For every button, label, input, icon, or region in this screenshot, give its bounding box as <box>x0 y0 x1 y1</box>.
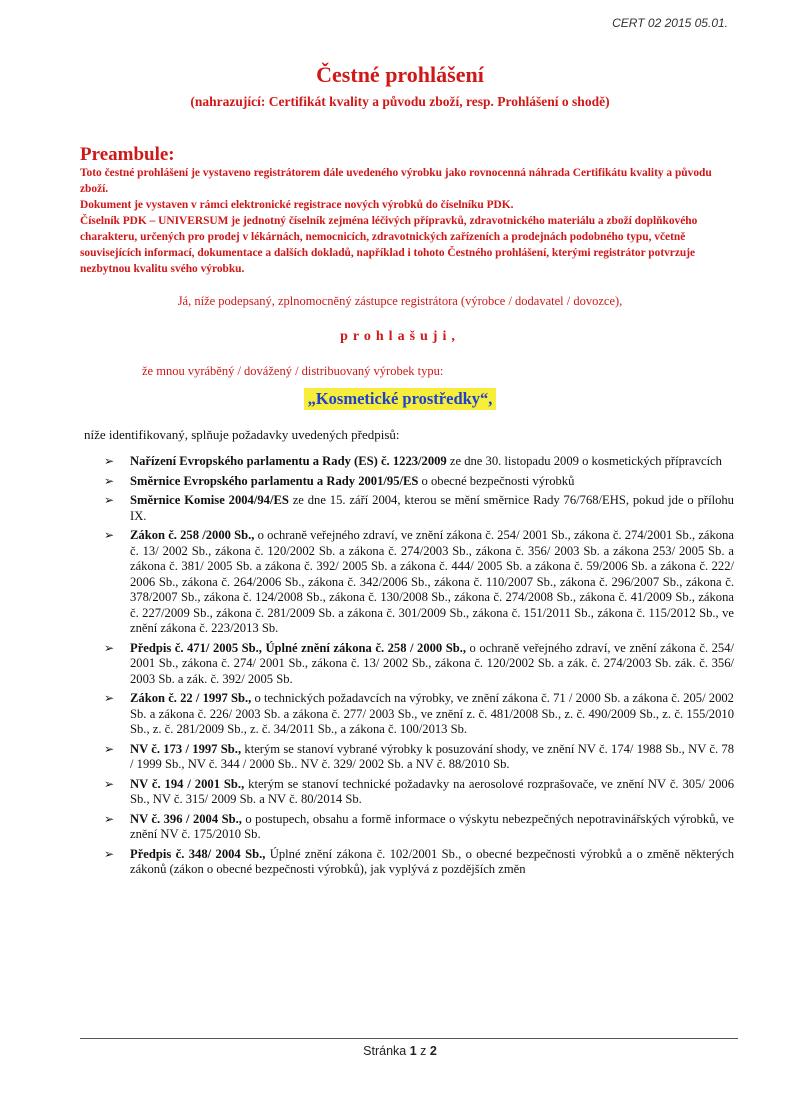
page-subtitle: (nahrazující: Certifikát kvality a původu zboží, resp. Prohlášení o shodě) <box>190 94 610 109</box>
arrow-bullet-icon: ➢ <box>104 473 115 488</box>
regulation-title: Předpis č. 471/ 2005 Sb., Úplné znění zákona č. 258 / 2000 Sb., <box>130 640 467 655</box>
regulation-detail: Úplné znění zákona č. 102/2001 Sb., o obecné bezpečnosti výrobků a o změně některých zákonů (zákon o obecné bezpečnosti výrobků), jak vyplývá z pozdějších změn <box>130 846 734 876</box>
page-current: 1 <box>409 1044 417 1058</box>
page-label: Stránka <box>363 1044 407 1058</box>
preamble-paragraph: Toto čestné prohlášení je vystaveno registrátorem dále uvedeného výrobku jako rovnocenná náhrada Certifikátu kvality a původu zboží. <box>80 167 712 195</box>
preamble-heading: Preambule: <box>80 144 175 165</box>
regulation-item <box>104 777 734 808</box>
page-title: Čestné prohlášení <box>316 62 484 87</box>
regulation-item <box>104 454 734 470</box>
arrow-bullet-icon: ➢ <box>104 846 115 861</box>
arrow-bullet-icon: ➢ <box>104 811 115 826</box>
regulation-title: NV č. 396 / 2004 Sb., <box>130 811 242 826</box>
regulation-title: NV č. 194 / 2001 Sb., <box>130 776 245 791</box>
regulation-detail: o ochraně veřejného zdraví, ve znění zákona č. 254/ 2001 Sb., zákona č. 274/ 2001 Sb., zákona č. 13/ 2002 Sb., zákona č. 120/2002 Sb. a zák. č. 274/2003 Sb. zák. č. 356/ 2003 Sb. a zák. č. 392/ 2005 Sb. <box>130 640 734 686</box>
arrow-bullet-icon: ➢ <box>104 691 115 705</box>
regulation-item <box>104 493 734 524</box>
preamble-body <box>80 165 730 277</box>
arrow-bullet-icon: ➢ <box>104 776 115 791</box>
arrow-bullet-icon: ➢ <box>104 493 115 507</box>
regulation-title: Předpis č. 348/ 2004 Sb., <box>130 846 266 861</box>
footer-divider <box>80 1038 738 1039</box>
certificate-code: CERT 02 2015 05.01. <box>612 16 728 30</box>
regulation-item <box>104 528 734 637</box>
arrow-bullet-icon: ➢ <box>104 741 115 756</box>
regulation-detail: kterým se stanoví vybrané výrobky k posuzování shody, ve znění NV č. 174/ 1988 Sb., NV č. 78 / 1999 Sb., NV č. 344 / 2000 Sb.. NV č. 329/ 2002 Sb. a NV č. 88/2010 Sb. <box>130 741 734 771</box>
declarant-statement: Já, níže podepsaný, zplnomocněný zástupce registrátora (výrobce / dodavatel / dovozce), <box>177 294 623 308</box>
regulation-title: Směrnice Evropského parlamentu a Rady 2001/95/ES <box>130 473 419 488</box>
product-category: „Kosmetické prostředky“, <box>304 388 497 410</box>
arrow-bullet-icon: ➢ <box>104 640 115 655</box>
regulation-detail: o technických požadavcích na výrobky, ve znění zákona č. 71 / 2000 Sb. a zákona č. 205/ 2002 Sb. a zákona č. 226/ 2003 Sb. a zákona č. 277/ 2003 Sb., ve znění z. č. 481/2008 Sb., z. č. 490/2009 Sb., z. č. 155/2010 Sb., z. č. 281/2009 Sb., z. č. 34/2011 Sb., a zákona č. 100/2013 Sb. <box>130 691 734 736</box>
preamble-paragraph: Dokument je vystaven v rámci elektronické registrace nových výrobků do číselníku PDK. <box>80 199 514 211</box>
declare-heading: prohlašuji, <box>340 329 460 344</box>
regulation-item <box>104 812 734 843</box>
regulation-detail: o obecné bezpečnosti výrobků <box>418 473 575 488</box>
regulation-title: Nařízení Evropského parlamentu a Rady (ES) č. 1223/2009 <box>130 454 447 468</box>
regulation-item <box>104 474 734 490</box>
regulation-detail: o postupech, obsahu a formě informace o výskytu nebezpečných nepotravinářských výrobků, ve znění NV č. 175/2010 Sb. <box>130 811 734 841</box>
category-container <box>0 388 800 410</box>
regulation-title: Zákon č. 22 / 1997 Sb., <box>130 691 252 705</box>
regulation-title: NV č. 173 / 1997 Sb., <box>130 741 242 756</box>
page-separator: z <box>420 1044 427 1058</box>
requirements-intro: níže identifikovaný, splňuje požadavky uvedených předpisů: <box>84 427 400 442</box>
regulation-item <box>104 641 734 688</box>
regulation-title: Zákon č. 258 /2000 Sb., <box>130 528 255 542</box>
regulation-title: Směrnice Komise 2004/94/ES <box>130 493 289 507</box>
regulation-item <box>104 691 734 738</box>
page-footer <box>0 1044 800 1058</box>
regulation-detail: ze dne 30. listopadu 2009 o kosmetických přípravcích <box>446 454 722 468</box>
regulations-list <box>104 454 734 882</box>
product-type-line: že mnou vyráběný / dovážený / distribuovaný výrobek typu: <box>142 364 444 378</box>
arrow-bullet-icon: ➢ <box>104 454 115 468</box>
arrow-bullet-icon: ➢ <box>104 528 115 542</box>
regulation-item <box>104 742 734 773</box>
regulation-detail: ze dne 15. září 2004, kterou se mění směrnice Rady 76/768/EHS, pokud jde o přílohu IX. <box>130 493 734 523</box>
regulation-detail: kterým se stanoví technické požadavky na aerosolové rozprašovače, ve znění NV č. 305/ 2006 Sb., NV č. 315/ 2009 Sb. a NV č. 80/2014 Sb. <box>130 776 734 806</box>
regulation-item <box>104 847 734 878</box>
preamble-paragraph: Číselník PDK – UNIVERSUM je jednotný číselník zejména léčivých přípravků, zdravotnického materiálu a zboží doplňkového charakteru, určených pro prodej v lékárnách, nemocnicích, zdravotnických zařízeních a prodejnách podobného typu, včetně souvisejících informací, dokumentace a dalších dokladů, například i tohoto Čestného prohlášení, kterými registrátor potvrzuje nezbytnou kvalitu svého výrobku. <box>80 215 698 275</box>
page-total: 2 <box>429 1044 437 1058</box>
regulation-detail: o ochraně veřejného zdraví, ve znění zákona č. 254/ 2001 Sb., zákona č. 274/2001 Sb., zákona č. 13/ 2002 Sb., zákona č. 120/2002 Sb. a zákona č. 274/2003 Sb., zákona č. 356/ 2003 Sb. a zákona 253/ 2005 Sb. a zákona č. 381/ 2005 Sb. a zákona č. 392/ 2005 Sb. a zákona č. 444/ 2005 Sb. a zákona č. 59/2006 Sb. a zákona č. 222/ 2006 Sb., zákona č. 264/2006 Sb., zákona č. 342/2006 Sb., zákona č. 110/2007 Sb., zákona č. 296/2007 Sb., zákona č. 378/2007 Sb., zákona č. 124/2008 Sb., zákona č. 130/2008 Sb., zákona č. 274/2008 Sb., zákona č. 41/2009 Sb., zákona č. 227/2009 Sb., zákona č. 281/2009 Sb. a zákona č. 301/2009 Sb., zákona č. 151/2011 Sb., zákona č. 115/2012 Sb., ve znění zákona č. 223/2013 Sb. <box>130 528 734 635</box>
